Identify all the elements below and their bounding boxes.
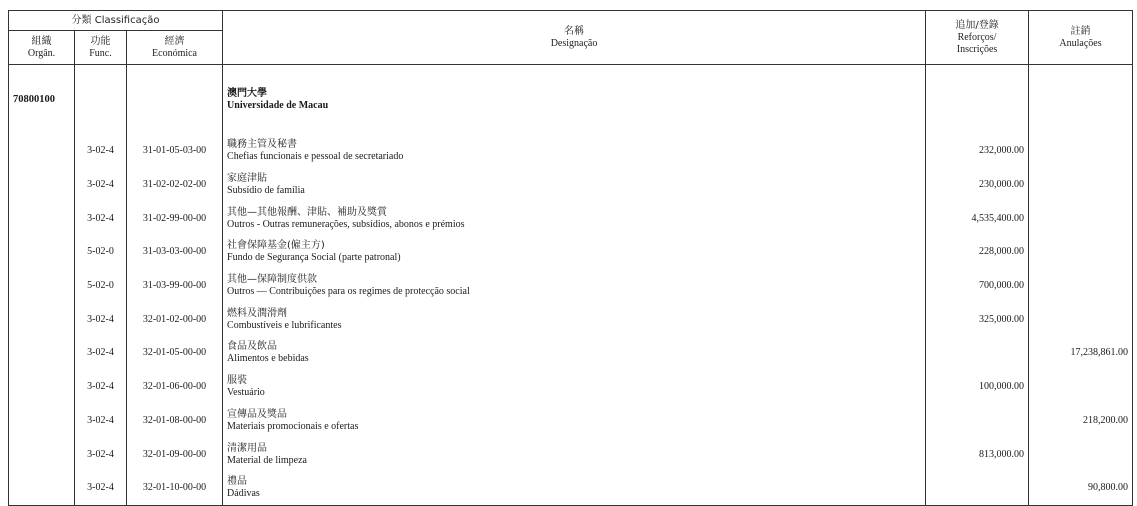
- header-funcional: 功能 Func.: [75, 31, 127, 65]
- cell-orgao: [9, 404, 75, 438]
- cell-designacao: [223, 269, 926, 303]
- table-row: [9, 168, 1133, 202]
- cell-func: 3-02-4: [75, 202, 127, 236]
- header-organica: 組織 Orgân.: [9, 31, 75, 65]
- organismo-code: 70800100: [9, 65, 75, 135]
- designacao-pt: Outros - Outras remunerações, subsídios, abonos e prémios: [227, 218, 465, 230]
- cell-econ: 31-02-02-02-00: [127, 168, 223, 202]
- table-row: [9, 269, 1133, 303]
- designacao-zh: 家庭津貼: [227, 173, 268, 185]
- cell-anulacao: 17,238,861.00: [1029, 337, 1133, 371]
- cell-func: 3-02-4: [75, 370, 127, 404]
- cell-reforco: 232,000.00: [926, 135, 1029, 169]
- cell-reforco: [926, 337, 1029, 371]
- header-designacao: 名稱 Designação: [223, 11, 926, 65]
- cell-econ: 32-01-09-00-00: [127, 438, 223, 472]
- cell-anulacao: [1029, 438, 1133, 472]
- designacao-zh: 服裝: [227, 375, 248, 387]
- cell-orgao: [9, 438, 75, 472]
- cell-orgao: [9, 168, 75, 202]
- cell-econ: 31-02-99-00-00: [127, 202, 223, 236]
- table-row: [9, 236, 1133, 270]
- cell-orgao: [9, 269, 75, 303]
- cell-designacao: [223, 135, 926, 169]
- table-row: [9, 370, 1133, 404]
- designacao-pt: Subsídio de família: [227, 185, 305, 197]
- designacao-pt: Chefias funcionais e pessoal de secretariado: [227, 151, 404, 163]
- cell-orgao: [9, 337, 75, 371]
- designacao-zh: 其他—保障制度供款: [227, 274, 318, 286]
- cell-econ: 31-03-99-00-00: [127, 269, 223, 303]
- cell-anulacao: [1029, 236, 1133, 270]
- header-economica: 經濟 Económica: [127, 31, 223, 65]
- cell-designacao: [223, 202, 926, 236]
- designacao-pt: Combustíveis e lubrificantes: [227, 319, 342, 331]
- designacao-pt: Fundo de Segurança Social (parte patronal): [227, 252, 401, 264]
- cell-orgao: [9, 303, 75, 337]
- table-row: [9, 202, 1133, 236]
- cell-reforco: 100,000.00: [926, 370, 1029, 404]
- designacao-zh: 其他—其他報酬、津貼、補助及獎賞: [227, 206, 388, 218]
- table-row: [9, 337, 1133, 371]
- table-row: [9, 438, 1133, 472]
- cell-reforco: [926, 404, 1029, 438]
- designacao-zh: 食品及飲品: [227, 341, 278, 353]
- cell-anulacao: [1029, 168, 1133, 202]
- designacao-zh: 宣傳品及獎品: [227, 408, 288, 420]
- designacao-zh: 職務主管及秘書: [227, 139, 298, 151]
- budget-table: [8, 10, 1133, 506]
- cell-econ: 32-01-05-00-00: [127, 337, 223, 371]
- cell-econ: 32-01-02-00-00: [127, 303, 223, 337]
- cell-designacao: [223, 303, 926, 337]
- cell-orgao: [9, 135, 75, 169]
- cell-func: 3-02-4: [75, 168, 127, 202]
- cell-econ: 32-01-08-00-00: [127, 404, 223, 438]
- cell-reforco: 700,000.00: [926, 269, 1029, 303]
- table-row: [9, 404, 1133, 438]
- cell-orgao: [9, 202, 75, 236]
- cell-reforco: 230,000.00: [926, 168, 1029, 202]
- designacao-pt: Outros — Contribuições para os regimes de protecção social: [227, 286, 470, 298]
- cell-reforco: 4,535,400.00: [926, 202, 1029, 236]
- cell-econ: 31-01-05-03-00: [127, 135, 223, 169]
- cell-reforco: 325,000.00: [926, 303, 1029, 337]
- table-row: [9, 471, 1133, 505]
- table-row: [9, 135, 1133, 169]
- cell-func: 3-02-4: [75, 438, 127, 472]
- designacao-zh: 清潔用品: [227, 442, 268, 454]
- cell-designacao: [223, 337, 926, 371]
- designacao-zh: 社會保障基金(僱主方): [227, 240, 325, 252]
- cell-designacao: [223, 404, 926, 438]
- designacao-pt: Alimentos e bebidas: [227, 353, 309, 365]
- designacao-pt: Vestuário: [227, 387, 265, 399]
- cell-designacao: [223, 370, 926, 404]
- cell-econ: 31-03-03-00-00: [127, 236, 223, 270]
- cell-designacao: [223, 236, 926, 270]
- cell-func: 3-02-4: [75, 471, 127, 505]
- cell-anulacao: 90,800.00: [1029, 471, 1133, 505]
- header-classificacao: 分類 Classificação: [9, 11, 223, 31]
- cell-reforco: 813,000.00: [926, 438, 1029, 472]
- cell-anulacao: [1029, 303, 1133, 337]
- cell-designacao: [223, 168, 926, 202]
- cell-orgao: [9, 236, 75, 270]
- cell-designacao: [223, 438, 926, 472]
- designacao-zh: 燃料及潤滑劑: [227, 307, 288, 319]
- designacao-pt: Materiais promocionais e ofertas: [227, 420, 359, 432]
- cell-econ: 32-01-06-00-00: [127, 370, 223, 404]
- designacao-zh: 禮品: [227, 475, 248, 487]
- cell-func: 3-02-4: [75, 303, 127, 337]
- cell-anulacao: [1029, 202, 1133, 236]
- cell-anulacao: [1029, 135, 1133, 169]
- cell-anulacao: [1029, 370, 1133, 404]
- designacao-pt: Dádivas: [227, 487, 260, 499]
- table-row: [9, 303, 1133, 337]
- header-reforcos: 追加/登錄 Reforços/ Inscrições: [926, 11, 1029, 65]
- cell-orgao: [9, 370, 75, 404]
- cell-reforco: 228,000.00: [926, 236, 1029, 270]
- header-anulacoes: 註銷 Anulações: [1029, 11, 1133, 65]
- organismo-name: 澳門大學 Universidade de Macau: [223, 65, 926, 135]
- cell-econ: 32-01-10-00-00: [127, 471, 223, 505]
- designacao-pt: Material de limpeza: [227, 454, 307, 466]
- cell-func: 3-02-4: [75, 135, 127, 169]
- cell-func: 5-02-0: [75, 269, 127, 303]
- cell-func: 5-02-0: [75, 236, 127, 270]
- organismo-row: [9, 65, 1133, 135]
- cell-anulacao: [1029, 269, 1133, 303]
- cell-anulacao: 218,200.00: [1029, 404, 1133, 438]
- cell-func: 3-02-4: [75, 404, 127, 438]
- cell-designacao: [223, 471, 926, 505]
- cell-func: 3-02-4: [75, 337, 127, 371]
- cell-orgao: [9, 471, 75, 505]
- cell-reforco: [926, 471, 1029, 505]
